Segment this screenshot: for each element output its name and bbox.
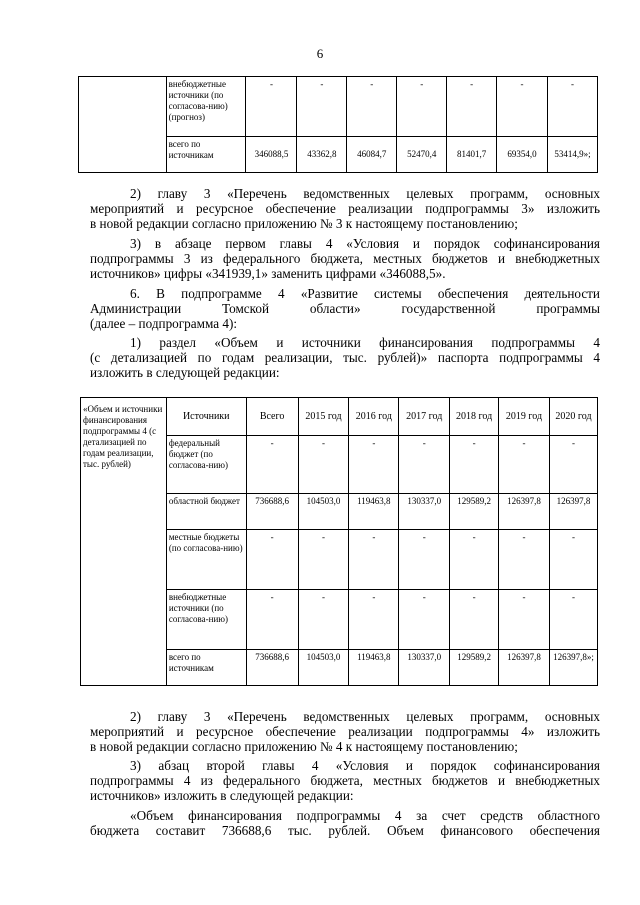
header-cell: 2017 год (399, 398, 450, 436)
value-cell: - (397, 77, 447, 137)
value-cell: - (298, 590, 349, 650)
value-cell: - (549, 590, 597, 650)
header-cell: 2016 год (349, 398, 399, 436)
value-cell: - (399, 590, 450, 650)
value-cell: - (246, 590, 298, 650)
value-cell: - (298, 530, 349, 590)
text-line: в новой редакции согласно приложению № 3 к настоящему постановлению; (90, 216, 518, 232)
value-cell: 129589,2 (450, 494, 499, 530)
value-cell: 69354,0 (497, 137, 548, 173)
value-cell: 52470,4 (397, 137, 447, 173)
value-cell: - (547, 77, 597, 137)
value-cell: 129589,2 (450, 650, 499, 686)
value-cell: - (549, 530, 597, 590)
value-cell: - (349, 436, 399, 494)
header-cell: 2018 год (450, 398, 499, 436)
value-cell: 346088,5 (246, 137, 297, 173)
text-line: изложить в следующей редакции: (90, 365, 280, 381)
value-cell: - (499, 530, 550, 590)
value-cell: - (450, 530, 499, 590)
source-cell: внебюджетные источники (по согласова-нию) (166, 590, 246, 650)
paragraph (90, 709, 600, 755)
text-line: 6. В подпрограмме 4 «Развитие системы обеспечения деятельности (130, 286, 600, 301)
financing-table (80, 397, 598, 686)
text-line: 2) главу 3 «Перечень ведомственных целевых программ, основных (130, 186, 600, 201)
header-cell: Всего (246, 398, 298, 436)
text-line: в новой редакции согласно приложению № 4 к настоящему постановлению; (90, 739, 518, 755)
text-line: подпрограммы 4 из федерального бюджета, местных бюджетов и внебюджетных (90, 773, 600, 789)
value-cell: 126397,8 (499, 494, 550, 530)
paragraph (90, 335, 600, 381)
top-table (78, 76, 598, 173)
value-cell: - (450, 590, 499, 650)
value-cell: - (399, 436, 450, 494)
text-line: 2) главу 3 «Перечень ведомственных целевых программ, основных (130, 709, 600, 724)
page-number: 6 (316, 46, 324, 61)
header-cell: 2020 год (549, 398, 597, 436)
header-cell: 2015 год (298, 398, 349, 436)
value-cell: - (497, 77, 548, 137)
value-cell: - (349, 590, 399, 650)
value-cell: 126397,8 (499, 650, 550, 686)
value-cell: - (246, 77, 297, 137)
value-cell: 46084,7 (347, 137, 397, 173)
paragraph (90, 758, 600, 804)
text-line: (с детализацией по годам реализации, тыс. рублей)» паспорта подпрограммы 4 (90, 350, 600, 366)
text-line: подпрограммы 3 из федерального бюджета, местных бюджетов и внебюджетных (90, 251, 600, 267)
value-cell: 43362,8 (297, 137, 347, 173)
header-cell: 2019 год (499, 398, 550, 436)
financing-label: «Объем и источники финансирования подпрограммы 4 (с детализацией по годам реализации, тыс. рублей) (81, 398, 167, 686)
paragraph (90, 236, 600, 282)
value-cell: 736688,6 (246, 494, 298, 530)
text-line: источников» изложить в следующей редакции: (90, 788, 354, 804)
value-cell: 130337,0 (399, 650, 450, 686)
value-cell: 126397,8»; (549, 650, 597, 686)
text-line: 3) абзац второй главы 4 «Условия и порядок софинансирования (130, 758, 600, 773)
value-cell: 81401,7 (447, 137, 497, 173)
text-line: источников» цифры «341939,1» заменить цифрами «346088,5». (90, 266, 446, 282)
value-cell: 736688,6 (246, 650, 298, 686)
value-cell: - (549, 436, 597, 494)
value-cell: - (499, 590, 550, 650)
value-cell: - (297, 77, 347, 137)
source-cell: областной бюджет (166, 494, 246, 530)
source-cell: местные бюджеты (по согласова-нию) (166, 530, 246, 590)
value-cell: 126397,8 (549, 494, 597, 530)
value-cell: 119463,8 (349, 650, 399, 686)
source-cell: всего по источникам (166, 650, 246, 686)
header-cell: Источники (166, 398, 246, 436)
text-line: мероприятий и ресурсное обеспечение реализации подпрограммы 3» изложить (90, 201, 600, 217)
paragraph (90, 286, 600, 332)
source-cell: всего по источникам (166, 137, 246, 173)
value-cell: 104503,0 (298, 650, 349, 686)
table-row (79, 77, 598, 137)
text-line: 3) в абзаце первом главы 4 «Условия и порядок софинансирования (130, 236, 600, 251)
value-cell: - (450, 436, 499, 494)
text-line: мероприятий и ресурсное обеспечение реализации подпрограммы 4» изложить (90, 724, 600, 740)
text-line: (далее – подпрограмма 4): (90, 316, 238, 332)
value-cell: 130337,0 (399, 494, 450, 530)
source-cell: внебюджетные источники (по согласова-нию) (прогноз) (166, 77, 246, 137)
value-cell: - (447, 77, 497, 137)
value-cell: 119463,8 (349, 494, 399, 530)
value-cell: 53414,9»; (547, 137, 597, 173)
text-line: Администрации Томской области» государственной программы (90, 301, 600, 317)
text-line: «Объем финансирования подпрограммы 4 за счет средств областного (130, 808, 600, 823)
value-cell: - (349, 530, 399, 590)
value-cell: 104503,0 (298, 494, 349, 530)
value-cell: - (399, 530, 450, 590)
value-cell: - (499, 436, 550, 494)
table-header-row (81, 398, 598, 436)
table-cell-empty (79, 77, 167, 173)
paragraph (90, 808, 600, 838)
value-cell: - (246, 436, 298, 494)
source-cell: федеральный бюджет (по согласова-нию) (166, 436, 246, 494)
value-cell: - (347, 77, 397, 137)
text-line: 1) раздел «Объем и источники финансирования подпрограммы 4 (130, 335, 600, 350)
text-line: бюджета составит 736688,6 тыс. рублей. Объем финансового обеспечения (90, 823, 600, 839)
value-cell: - (298, 436, 349, 494)
value-cell: - (246, 530, 298, 590)
paragraph (90, 186, 600, 232)
